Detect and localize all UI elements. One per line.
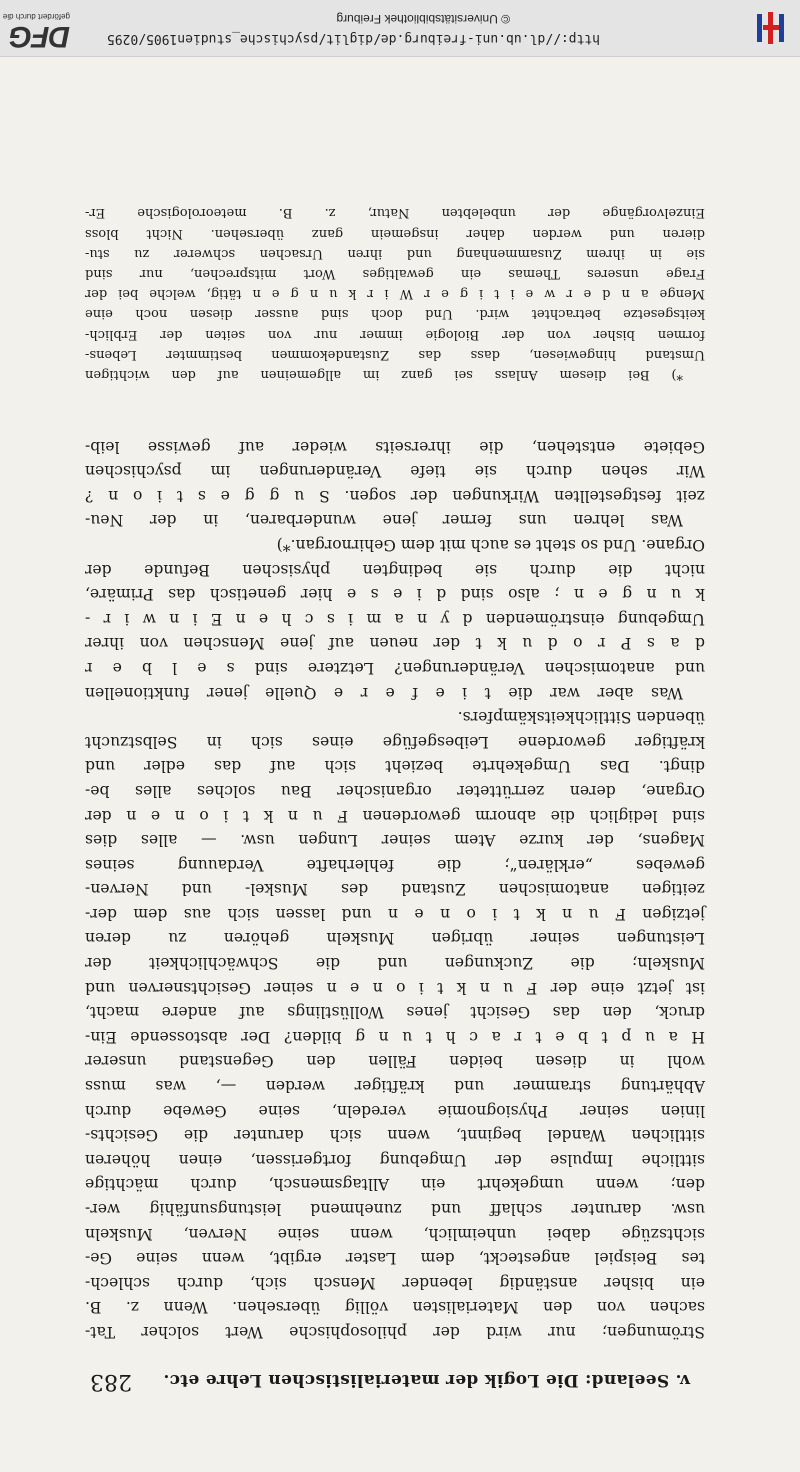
footnote-line: Frage unseres Themas ein gewaltiges Wort mitsprechen, nur sind <box>85 266 705 282</box>
text-line: H a u p t b e t r a c h t u n g bilden? Der abstossende Ein- <box>85 1027 705 1046</box>
footnote-line: dieren und werden daher insgemein ganz übersehen. Nicht bloss <box>85 225 705 241</box>
text-line: Leistungen seiner übrigen Muskeln gehören zu deren <box>85 929 705 948</box>
text-line: Gebiete entstehen, die ihrerseits wieder auf gewisse leib- <box>85 437 705 456</box>
footnote-line: keitsgesetze betrachtet wird. Und doch sind ausser diesen noch eine <box>85 306 705 322</box>
text-line: kräftiger gewordene Leibesgefüge eines sich in Selbstzucht <box>85 732 705 751</box>
text-line: nicht die durch sie bedingten physischen Befunde der <box>85 560 705 579</box>
text-line: ist jetzt eine der F u n k t i o n e n seiner Gesichtsnerven und <box>85 978 705 997</box>
footnote-line: formen bisher von der Biologie immer nur von seiten der Erblich- <box>85 326 705 342</box>
text-line: Muskeln; die Zuckungen und die Schwächlichkeit der <box>85 954 705 973</box>
text-line: k u n g e n ; also sind d i e s e hier genetisch das Primäre, <box>85 585 705 604</box>
text-line: zeitigen anatomischen Zustand des Muskel- und Nerven- <box>85 880 705 899</box>
text-line: sind lediglich die abnorm gewordenen F u n k t i o n e n der <box>85 806 705 825</box>
text-line: sichtszüge dabei unheimlich, wenn seine Nerven, Muskeln <box>85 1224 705 1243</box>
running-head <box>90 1364 690 1394</box>
text-line: Magens, der kurze Atem seiner Lungen usw. — alles dies <box>85 831 705 850</box>
text-line: ein bisher anständig lebender Mensch sich, durch schlech- <box>85 1273 705 1292</box>
text-line: Was aber war die t i e f e r e Quelle jener funktionellen <box>85 683 683 702</box>
text-line: und anatomischen Veränderungen? Letztere sind s e l b e r <box>85 658 705 677</box>
footnote-line: *) Bei diesem Anlass sei ganz im allgemeinen auf den wichtigen <box>85 367 683 382</box>
footnote-line: Einzelvorgänge der unbelebten Natur, z. B. meteorologische Er- <box>85 205 705 221</box>
text-line: dingt. Das Umgekehrte bezieht sich auf das edler und <box>85 757 705 776</box>
text-line: druck, den das Gesicht jenes Wollüstlings auf andere macht, <box>85 1003 705 1022</box>
text-line: d a s P r o d u k t der neuen auf jene Menschen von ihrer <box>85 634 705 653</box>
digitization-footer <box>0 0 800 57</box>
text-line: den; wenn umgekehrt ein Alltagsmensch, durch mächtige <box>85 1175 705 1194</box>
text-line: Was lehren uns ferner jene wunderbaren, in der Neu- <box>85 511 683 530</box>
source-url-link[interactable]: http://dl.ub.uni-freiburg.de/diglit/psychische_studien1905/0295 <box>106 31 600 46</box>
text-line: sachen von den Materialisten völlig übersehen. Wenn z. B. <box>85 1298 705 1317</box>
text-line: Strömungen; nur wird der philosophische Wert solcher Tat- <box>85 1323 705 1341</box>
copyright-notice: © Universitätsbibliothek Freiburg <box>336 12 510 26</box>
text-line: usw. darunter schlaff und zunehmend leistungsunfähig wer- <box>85 1200 705 1219</box>
text-line: übenden Sittlichkeitskämpfers. <box>457 708 705 727</box>
footnote-line: Umstand hingewiesen, dass das Zustandekommen bestimmter Lebens- <box>85 346 705 362</box>
text-line: Organe, deren zerrütteter organischer Bau solches alles be- <box>85 781 705 800</box>
text-line: Organe. Und so steht es auch mit dem Gehirnorgan.*) <box>276 536 705 554</box>
text-line: Wir sehen durch sie tiefe Veränderungen im psychischen <box>85 462 705 481</box>
running-head-title: v. Seeland: Die Logik der materialistischen Lehre etc. <box>163 1370 690 1390</box>
text-line: zeit festgestellten Wirkungen der sogen. S u g g e s t i o n ? <box>85 486 705 505</box>
ub-freiburg-logo-icon <box>752 8 790 48</box>
text-line: Umgebung einströmenden d y n a m i s c h e n E i n w i r - <box>85 609 705 628</box>
dfg-logo <box>4 2 70 52</box>
page-number: 283 <box>90 1369 132 1394</box>
dfg-logo-subtext: gefördert durch die <box>2 12 70 21</box>
text-line: linien seiner Physiognomie veredeln, seine Gewebe durch <box>85 1101 705 1120</box>
text-line: sittliche Impulse der Umgebung fortgerissen, einen höheren <box>85 1150 705 1169</box>
dfg-logo-text: DFG <box>9 20 70 53</box>
text-line: sittlichen Wandel beginnt, wenn sich darunter die Gesichts- <box>85 1126 705 1145</box>
footnote <box>85 202 705 384</box>
footnote-line: Menge a n d e r w e i t i g e r W i r k u n g e n tätig, welche bei der <box>85 286 705 302</box>
text-line: tes Beispiel angesteckt, dem Laster ergibt, wenn seine Ge- <box>85 1249 705 1268</box>
body-text <box>85 434 705 1344</box>
text-line: wohl in diesen beiden Fällen den Gegenstand unserer <box>85 1052 705 1071</box>
text-line: jetzigen F u n k t i o n e n und lassen sich aus dem der- <box>85 904 705 923</box>
text-line: Abhärtung strammer und kräftiger werden —, was muss <box>85 1077 705 1096</box>
text-line: gewebes „erklären“; die fehlerhafte Verdauung seines <box>85 855 705 874</box>
footnote-line: sie in ihrem Zusammenhang und ihren Ursachen schwerer zu stu- <box>85 245 705 261</box>
